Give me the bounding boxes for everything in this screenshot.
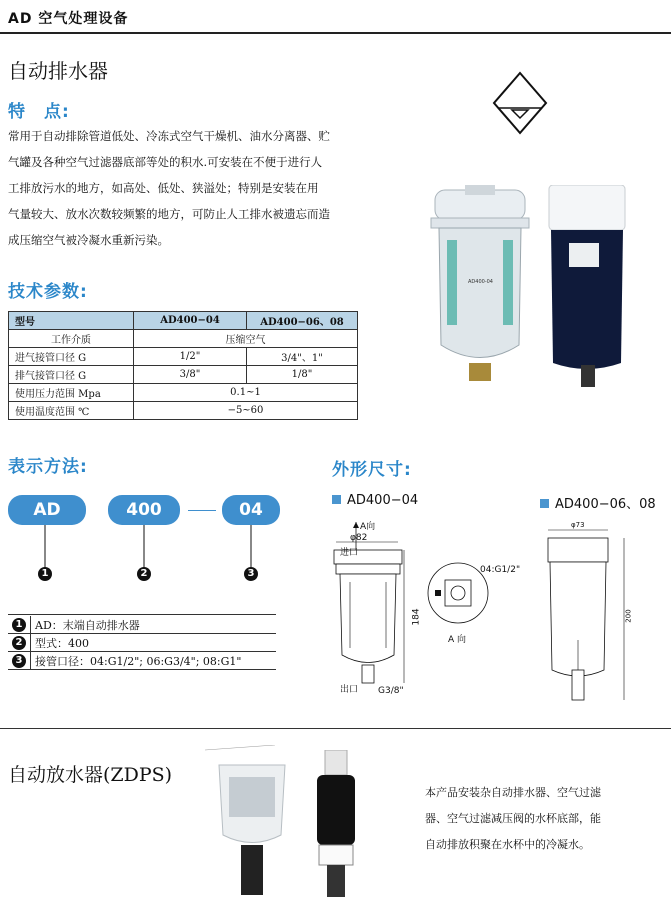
legend-row: [8, 616, 276, 634]
description-line: 自动排放积聚在水杯中的冷凝水。: [425, 838, 590, 851]
description-line: 器、空气过滤减压阀的水杯底部，能: [425, 812, 601, 825]
section2-title: 自动放水器(ZDPS): [8, 764, 173, 786]
callout-1: 1: [38, 567, 52, 581]
product-label: AD400-04: [468, 279, 493, 285]
specs-value: −5~60: [134, 402, 358, 420]
specs-label: 进气接管口径 G: [9, 348, 134, 366]
specs-row: [9, 330, 358, 348]
model-a-label: [332, 493, 418, 508]
specs-label: 使用温度范围 ℃: [9, 402, 134, 420]
legend-table: [8, 616, 276, 670]
code-dash: [188, 510, 216, 511]
code-part-series: AD: [8, 495, 86, 525]
specs-value: 1/8": [247, 366, 358, 384]
callout-2: 2: [137, 567, 151, 581]
specs-row: [9, 402, 358, 420]
specs-header-row: [9, 312, 358, 330]
dim-port-thread: 04:G1/2": [480, 565, 521, 575]
features-heading: 特 点:: [8, 102, 70, 122]
header-rule: [0, 32, 671, 34]
dim-diameter-82: φ82: [350, 533, 368, 543]
legend-row: [8, 634, 276, 652]
specs-value: 3/8": [134, 366, 247, 384]
notation-heading: 表示方法:: [8, 457, 88, 477]
specs-row: [9, 348, 358, 366]
dim-a-direction: A向: [360, 522, 376, 532]
dimensions-heading: 外形尺寸:: [332, 460, 412, 480]
specs-row: [9, 384, 358, 402]
dim-height-200: 200: [624, 609, 633, 623]
legend-row: [8, 652, 276, 670]
dim-height-184: 184: [411, 608, 422, 626]
dim-outlet-thread: G3/8": [378, 686, 404, 696]
specs-heading: 技术参数:: [8, 282, 88, 302]
specs-value: 1/2": [134, 348, 247, 366]
legend-text: AD：末端自动排水器: [31, 616, 277, 634]
model-a-marker: [332, 495, 341, 504]
dim-a-view: A 向: [448, 635, 467, 645]
section-divider: [0, 728, 671, 729]
specs-header-cell: AD400−06、08: [247, 312, 358, 330]
dim-inlet: 进口: [340, 548, 359, 558]
code-part-port: 04: [222, 495, 280, 525]
product-photo-white: [425, 185, 535, 385]
specs-value: 压缩空气: [134, 330, 358, 348]
model-b-label: [540, 493, 656, 512]
legend-text: 接管口径：04:G1/2"; 06:G3/4"; 08:G1": [31, 652, 277, 670]
features-line: 常用于自动排除管道低处、冷冻式空气干燥机、油水分离器、贮: [8, 129, 330, 143]
specs-value: 0.1~1: [134, 384, 358, 402]
model-b-marker: [540, 499, 549, 508]
drawing-ad400-04: [318, 520, 418, 700]
section-title: 自动排水器: [8, 59, 108, 83]
dim-outlet: 出口: [340, 685, 359, 695]
specs-label: 使用压力范围 Mpa: [9, 384, 134, 402]
specs-label: 工作介质: [9, 330, 134, 348]
dim-diameter-73: φ73: [571, 521, 585, 529]
model-b-text: AD400−06、08: [555, 497, 656, 512]
callout-3: 3: [244, 567, 258, 581]
specs-header-cell: 型号: [9, 312, 134, 330]
features-line: 成压缩空气被冷凝水重新污染。: [8, 233, 169, 247]
features-line: 工排放污水的地方，如高处、低处、狭溢处；特别是安装在用: [8, 181, 319, 195]
zdps-photo-black: [305, 750, 375, 900]
legend-number: 1: [12, 618, 26, 632]
description-line: 本产品安装杂自动排水器、空气过滤: [425, 786, 601, 799]
features-line: 气罐及各种空气过滤器底部等处的积水.可安装在不便于进行人: [8, 155, 323, 169]
specs-row: [9, 366, 358, 384]
product-photo-dark: [545, 185, 630, 390]
specs-table: [8, 311, 358, 420]
legend-number: 3: [12, 654, 26, 668]
legend-number: 2: [12, 636, 26, 650]
specs-value: 3/4"、1": [247, 348, 358, 366]
features-paragraph: [8, 123, 388, 253]
section2-description: [425, 780, 665, 858]
features-line: 气量较大、放水次数较频繁的地方，可防止人工排水被遗忘而造: [8, 207, 330, 221]
model-a-text: AD400−04: [347, 493, 419, 508]
header-title: AD 空气处理设备: [8, 11, 129, 27]
specs-header-cell: AD400−04: [134, 312, 247, 330]
zdps-photo-white: [205, 745, 300, 905]
legend-text: 型式：400: [31, 634, 277, 652]
drain-symbol-icon: [488, 70, 552, 140]
code-part-type: 400: [108, 495, 180, 525]
legend-top-rule: [8, 614, 276, 615]
specs-label: 排气接管口径 G: [9, 366, 134, 384]
